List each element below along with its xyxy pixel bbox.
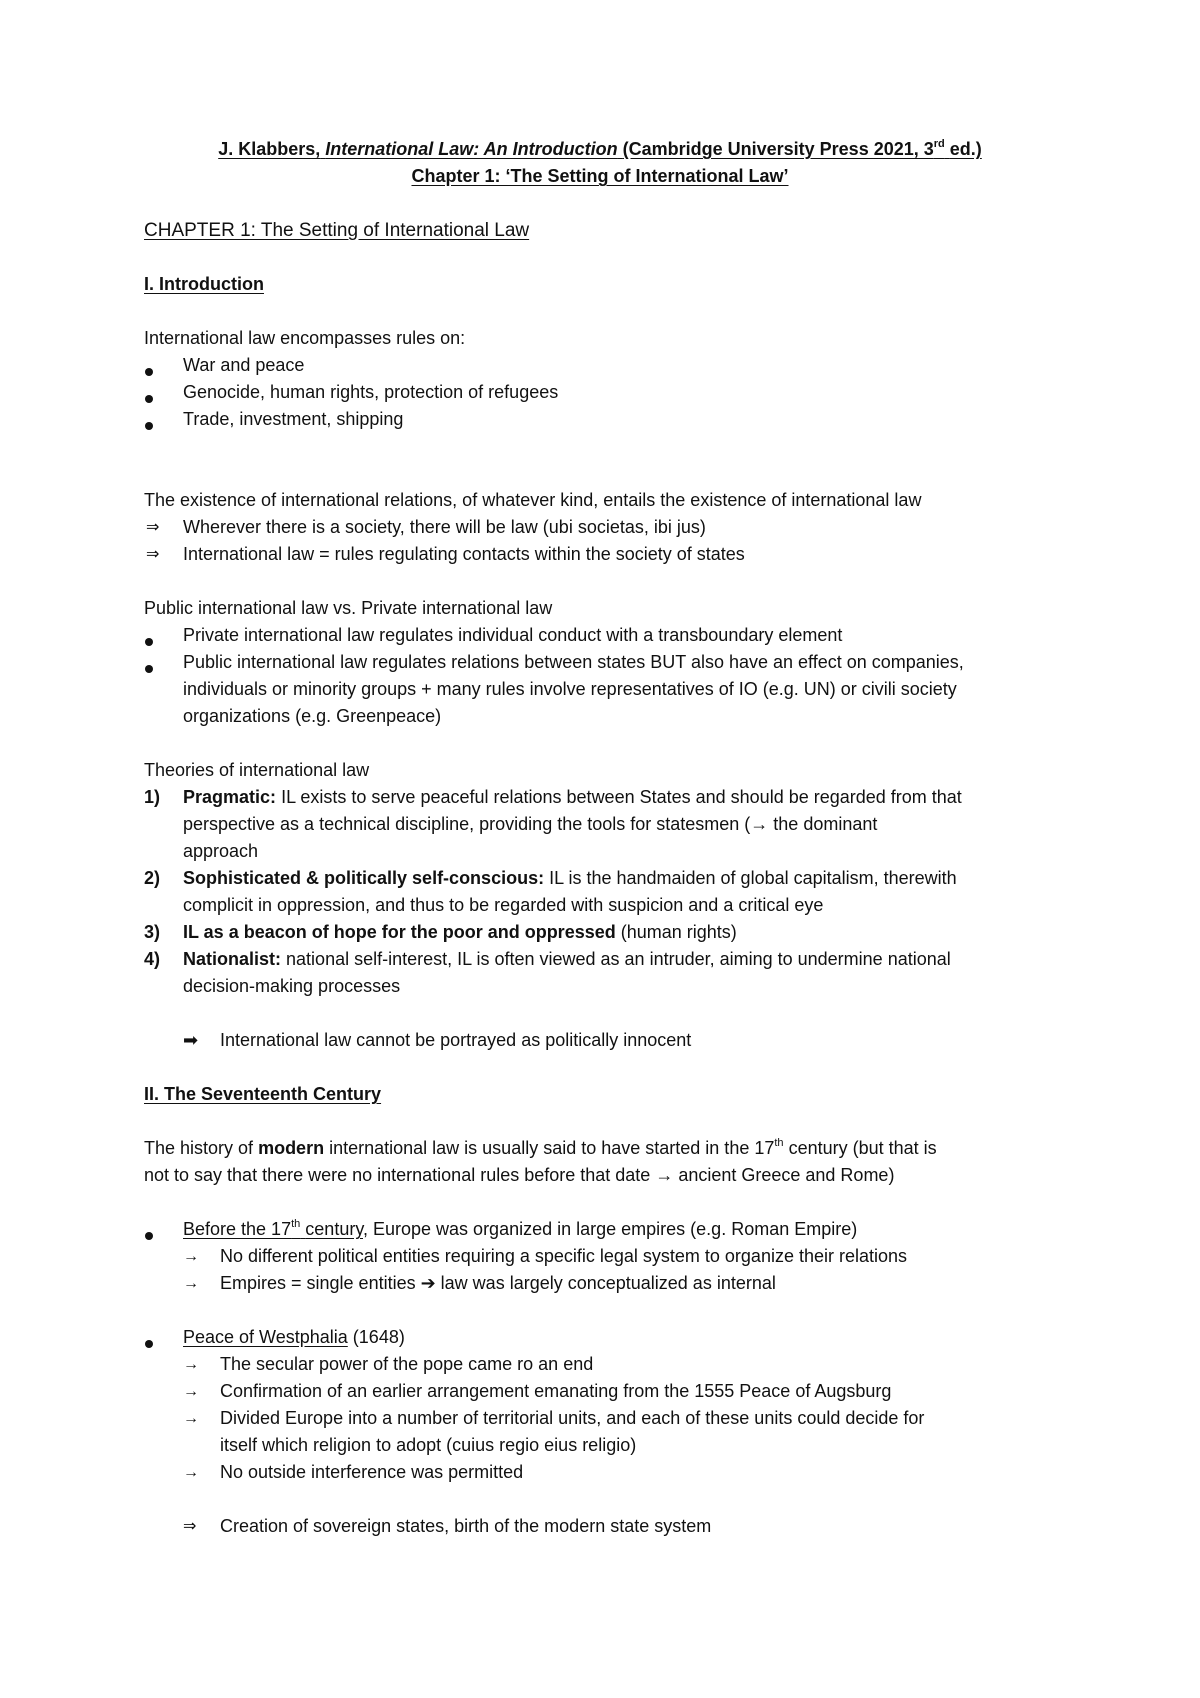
- list-number: 1): [144, 787, 161, 807]
- bullet-dot-icon: [145, 422, 153, 430]
- conclusion-text: International law cannot be portrayed as politically innocent: [220, 1030, 692, 1050]
- sub-list-item: Confirmation of an earlier arrangement emanating from the 1555 Peace of Augsburg: [220, 1381, 892, 1401]
- bullet-dot-icon: [145, 638, 153, 646]
- theory-item: Pragmatic: IL exists to serve peaceful relations between States and should be regarded from that: [183, 787, 962, 807]
- sub-list-item: No outside interference was permitted: [220, 1462, 524, 1482]
- intro-text: International law encompasses rules on:: [144, 328, 466, 348]
- bullet-dot-icon: [145, 1232, 153, 1240]
- heavy-arrow-icon: ➡: [183, 1030, 199, 1050]
- pub-priv-heading: Public international law vs. Private international law: [144, 598, 553, 618]
- list-item-continuation: organizations (e.g. Greenpeace): [183, 706, 442, 726]
- list-number: 3): [144, 922, 161, 942]
- history-text-continuation: not to say that there were no international rules before that date → ancient Greece and Rome): [144, 1165, 895, 1185]
- section-heading-introduction: I. Introduction: [144, 274, 264, 294]
- arrow-right-icon: →: [183, 1275, 199, 1292]
- arrow-right-icon: →: [183, 1356, 199, 1373]
- sub-list-item: The secular power of the pope came ro an end: [220, 1354, 594, 1374]
- double-arrow-icon: ⇒: [146, 519, 160, 536]
- list-item: Wherever there is a society, there will be law (ubi societas, ibi jus): [183, 517, 706, 537]
- bullet-dot-icon: [145, 368, 153, 376]
- double-arrow-icon: ⇒: [183, 1518, 197, 1535]
- list-item: Private international law regulates individual conduct with a transboundary element: [183, 625, 843, 645]
- list-item-continuation: individuals or minority groups + many rules involve representatives of IO (e.g. UN) or civili society: [183, 679, 957, 699]
- theory-item: Sophisticated & politically self-conscious: IL is the handmaiden of global capitalism, therewith: [183, 868, 957, 888]
- theory-item: IL as a beacon of hope for the poor and oppressed (human rights): [183, 922, 737, 942]
- double-arrow-icon: ⇒: [146, 546, 160, 563]
- theory-item-continuation: approach: [183, 841, 259, 861]
- document-header-line1: J. Klabbers, International Law: An Introduction (Cambridge University Press 2021, 3rd ed.): [218, 138, 982, 159]
- sub-list-item: No different political entities requiring a specific legal system to organize their relations: [220, 1246, 908, 1266]
- list-number: 2): [144, 868, 161, 888]
- section-heading-seventeenth-century: II. The Seventeenth Century: [144, 1084, 382, 1104]
- bullet-dot-icon: [145, 665, 153, 673]
- author: J. Klabbers,: [218, 139, 321, 159]
- chapter-heading: CHAPTER 1: The Setting of International Law: [144, 220, 530, 241]
- list-item: Genocide, human rights, protection of refugees: [183, 382, 559, 402]
- theory-item-continuation: perspective as a technical discipline, providing the tools for statesmen (→ the dominant: [183, 814, 878, 834]
- sub-list-item-continuation: itself which religion to adopt (cuius regio eius religio): [220, 1435, 637, 1455]
- theories-heading: Theories of international law: [144, 760, 370, 780]
- list-number: 4): [144, 949, 161, 969]
- bullet-dot-icon: [145, 1340, 153, 1348]
- arrow-right-icon: →: [183, 1383, 199, 1400]
- existence-text: The existence of international relations, of whatever kind, entails the existence of international law: [144, 490, 922, 510]
- list-item: International law = rules regulating contacts within the society of states: [183, 544, 745, 564]
- book-title: International Law: An Introduction: [325, 139, 618, 159]
- list-item: Trade, investment, shipping: [183, 409, 404, 429]
- sub-list-item: Divided Europe into a number of territorial units, and each of these units could decide for: [220, 1408, 925, 1428]
- list-item: Before the 17th century, Europe was organized in large empires (e.g. Roman Empire): [183, 1218, 858, 1239]
- list-item: Public international law regulates relations between states BUT also have an effect on companies,: [183, 652, 964, 672]
- arrow-right-icon: →: [183, 1248, 199, 1265]
- document-header-line2: Chapter 1: ‘The Setting of International Law’: [411, 166, 789, 186]
- history-text: The history of modern international law is usually said to have started in the 17th century (but that is: [144, 1137, 937, 1158]
- theory-item-continuation: complicit in oppression, and thus to be regarded with suspicion and a critical eye: [183, 895, 824, 915]
- sub-list-item: Empires = single entities ➔ law was largely conceptualized as internal: [220, 1273, 776, 1293]
- list-item: Peace of Westphalia (1648): [183, 1327, 405, 1347]
- theory-item-continuation: decision-making processes: [183, 976, 401, 996]
- theory-item: Nationalist: national self-interest, IL is often viewed as an intruder, aiming to undermine national: [183, 949, 951, 969]
- bullet-dot-icon: [145, 395, 153, 403]
- conclusion-text: Creation of sovereign states, birth of the modern state system: [220, 1516, 712, 1536]
- arrow-right-icon: →: [183, 1464, 199, 1481]
- arrow-right-icon: →: [183, 1410, 199, 1427]
- list-item: War and peace: [183, 355, 305, 375]
